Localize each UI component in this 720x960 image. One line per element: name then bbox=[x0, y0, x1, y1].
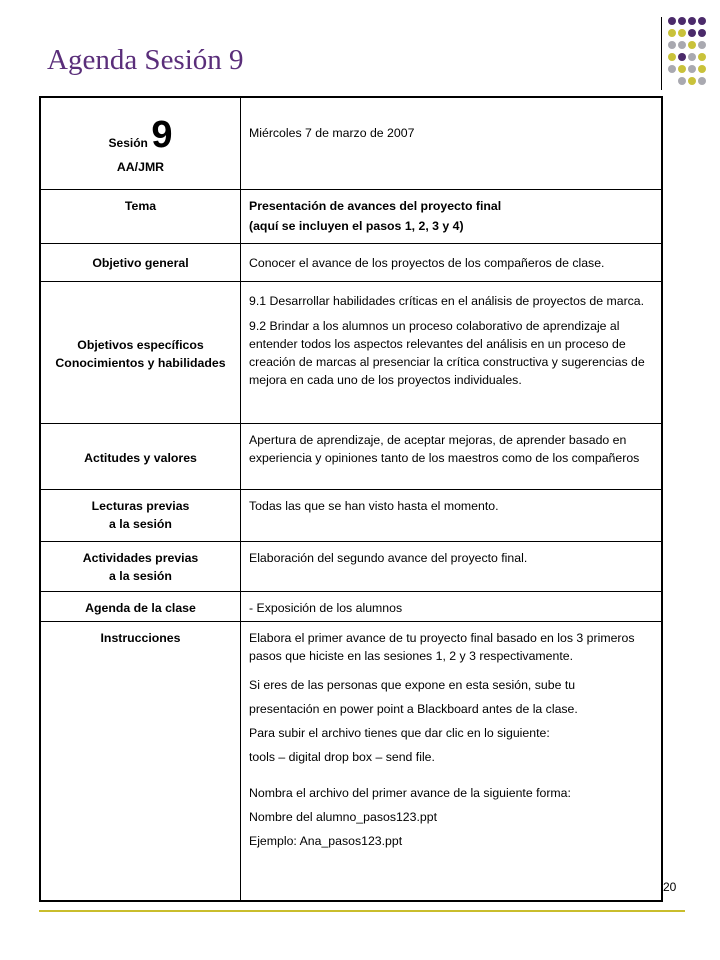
actividades-label bbox=[40, 541, 241, 591]
instrucciones-paragraph-3: presentación en power point a Blackboard antes de la clase. bbox=[249, 701, 578, 716]
actividades-label-line-1: Actividades previas bbox=[82, 550, 199, 565]
table-row-tema bbox=[40, 189, 662, 243]
session-date: Miércoles 7 de marzo de 2007 bbox=[241, 97, 663, 189]
table-row-lecturas bbox=[40, 489, 662, 541]
tema-line-1: Presentación de avances del proyecto final bbox=[249, 198, 502, 213]
objetivo-especifico-2: 9.2 Brindar a los alumnos un proceso colaborativo de aprendizaje al entender todos los aspectos relevantes del análisis en un proceso de creación de marcas al presenciar la crítica constructiva y sugerencias de mejora en cada uno de los proyectos individuales. bbox=[249, 318, 645, 387]
instrucciones-paragraph-1: Elabora el primer avance de tu proyecto final basado en los 3 primeros pasos que hiciste en las sesiones 1, 2 y 3 respectivamente. bbox=[249, 630, 635, 663]
lecturas-label-line-1: Lecturas previas bbox=[91, 498, 190, 513]
table-row-actitudes bbox=[40, 423, 662, 489]
instrucciones-paragraph-2: Si eres de las personas que expone en esta sesión, sube tu bbox=[249, 677, 576, 692]
instrucciones-paragraph-7: Nombre del alumno_pasos123.ppt bbox=[249, 809, 437, 824]
agenda-label: Agenda de la clase bbox=[40, 591, 241, 621]
actitudes-value: Apertura de aprendizaje, de aceptar mejoras, de aprender basado en experiencia y opiniones tanto de los maestros como de los compañeros bbox=[241, 423, 663, 489]
objetivo-general-label: Objetivo general bbox=[40, 243, 241, 281]
actividades-value: Elaboración del segundo avance del proyecto final. bbox=[241, 541, 663, 591]
tema-label: Tema bbox=[40, 189, 241, 243]
instrucciones-label: Instrucciones bbox=[40, 621, 241, 901]
objetivos-especificos-value bbox=[241, 281, 663, 423]
session-authors: AA/JMR bbox=[116, 160, 165, 175]
actividades-label-line-2: a la sesión bbox=[109, 568, 172, 583]
objetivo-general-value: Conocer el avance de los proyectos de los compañeros de clase. bbox=[241, 243, 663, 281]
session-label: Sesión bbox=[108, 136, 148, 151]
actitudes-label: Actitudes y valores bbox=[40, 423, 241, 489]
lecturas-label bbox=[40, 489, 241, 541]
page-number: 20 bbox=[663, 880, 677, 894]
session-cell bbox=[40, 97, 241, 189]
table-row-objetivo-general bbox=[40, 243, 662, 281]
table-row-actividades bbox=[40, 541, 662, 591]
bottom-rule bbox=[39, 910, 685, 912]
agenda-value: - Exposición de los alumnos bbox=[241, 591, 663, 621]
lecturas-label-line-2: a la sesión bbox=[109, 516, 172, 531]
session-number: 9 bbox=[151, 114, 173, 157]
tema-line-2: (aquí se incluyen el pasos 1, 2, 3 y 4) bbox=[249, 218, 464, 233]
table-row-agenda bbox=[40, 591, 662, 621]
table-row-objetivos-especificos bbox=[40, 281, 662, 423]
decorative-vertical-rule bbox=[661, 17, 662, 90]
table-row-instrucciones bbox=[40, 621, 662, 901]
instrucciones-paragraph-6: Nombra el archivo del primer avance de la siguiente forma: bbox=[249, 785, 571, 800]
instrucciones-paragraph-5: tools – digital drop box – send file. bbox=[249, 749, 435, 764]
instrucciones-paragraph-8: Ejemplo: Ana_pasos123.ppt bbox=[249, 833, 403, 848]
slide-title: Agenda Sesión 9 bbox=[47, 44, 244, 76]
instrucciones-value bbox=[241, 621, 663, 901]
instrucciones-paragraph-4: Para subir el archivo tienes que dar clic en lo siguiente: bbox=[249, 725, 550, 740]
lecturas-value: Todas las que se han visto hasta el momento. bbox=[241, 489, 663, 541]
session-agenda-table bbox=[39, 96, 663, 902]
objetivos-especificos-label: Objetivos específicos Conocimientos y habilidades bbox=[40, 281, 241, 423]
table-row-session bbox=[40, 97, 662, 189]
objetivo-especifico-1: 9.1 Desarrollar habilidades críticas en el análisis de proyectos de marca. bbox=[249, 293, 645, 308]
tema-value bbox=[241, 189, 663, 243]
